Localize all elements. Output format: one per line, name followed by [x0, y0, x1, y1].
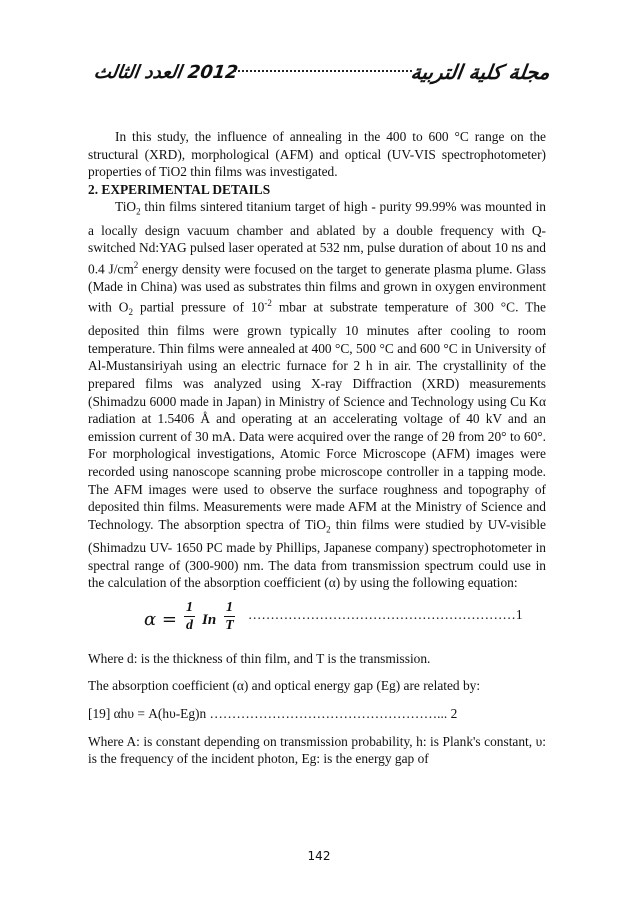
section-heading: 2. EXPERIMENTAL DETAILS	[88, 181, 271, 197]
journal-title: مجلة كلية التربية	[409, 60, 552, 84]
fraction-1-over-d: $\frac{1}{d}$	[186, 599, 193, 633]
equation-lhs: α =	[144, 608, 177, 630]
equation-2: [19] αhυ = A(hυ-Eg)n ……………………………………………... 2	[88, 705, 458, 721]
journal-header	[88, 60, 550, 88]
experimental-paragraph: TiO$_2$ thin films sintered titanium target of high - purity 99.99% was mounted in a locally design vacuum chamber and ablated by a double frequency with Q-switched Nd:YAG pulsed laser operated at 532 nm, pulse duration of about 10 ns and 0.4 $J/cm^2$ energy density were focused on the target to generate plasma plume. Glass (Made in China) was used as substrates thin films and grown in oxygen environment with $O_2$ partial pressure of $10^{-2}$ mbar at substrate temperature of 300 °C. The deposited thin films were grown typically 10 minutes after cooling to room temperature. Thin films were annealed at 400 °C, 500 °C and 600 °C in University of Al-Mustansiriyah using an electric furnace for 2 h in air. The crystallinity of the prepared films was analyzed using X-ray Diffraction (XRD) measurements (Shimadzu 6000 made in Japan) in Ministry of Science and Technology using Cu Kα radiation at 1.5406 Å and operating at an accelerating voltage of 40 kV and an emission current of 30 mA. Data were acquired over the range of 2θ from 20° to 60°. For morphological investigations, Atomic Force Microscope (AFM) images were recorded using nanoscope scanning probe microscope controller in a tapping mode. The AFM images were used to observe the surface roughness and topography of deposited thin films. Measurements were made AFM at the Ministry of Science and Technology. The absorption spectra of TiO$_2$ thin films were studied by UV-visible (Shimadzu UV- 1650 PC made by Phillips, Japanese company) spectrophotometer in spectral range of (300-900) nm. The data from transmission spectrum could use in the calculation of the absorption coefficient (α) by using the following equation:	[88, 199, 547, 591]
where-constants: Where A: is constant depending on transmission probability, h: is Plank's constant, υ: is the frequency of the incident photon, Eg: is the energy gap of	[88, 733, 546, 767]
page-number: 142	[307, 849, 331, 863]
relation-line: The absorption coefficient (α) and optical energy gap (Eg) are related by:	[88, 678, 481, 694]
article-body	[88, 128, 546, 768]
intro-paragraph: In this study, the influence of annealing in the 400 to 600 °C range on the structural (XRD), morphological (AFM) and optical (UV-VIS spectrophotometer) properties of TiO2 thin films was investigated.	[88, 129, 546, 180]
where-d-t: Where d: is the thickness of thin film, and T is the transmission.	[88, 650, 431, 666]
issue-label: 2012 العدد الثالث	[92, 62, 240, 83]
fraction-1-over-t: $\frac{1}{T}$	[225, 599, 234, 633]
equation-1	[88, 594, 546, 650]
header-dotted-rule	[234, 70, 412, 72]
ln-operator: In	[202, 611, 217, 628]
equation-number-leader: ……………………………………………………1	[248, 606, 523, 622]
